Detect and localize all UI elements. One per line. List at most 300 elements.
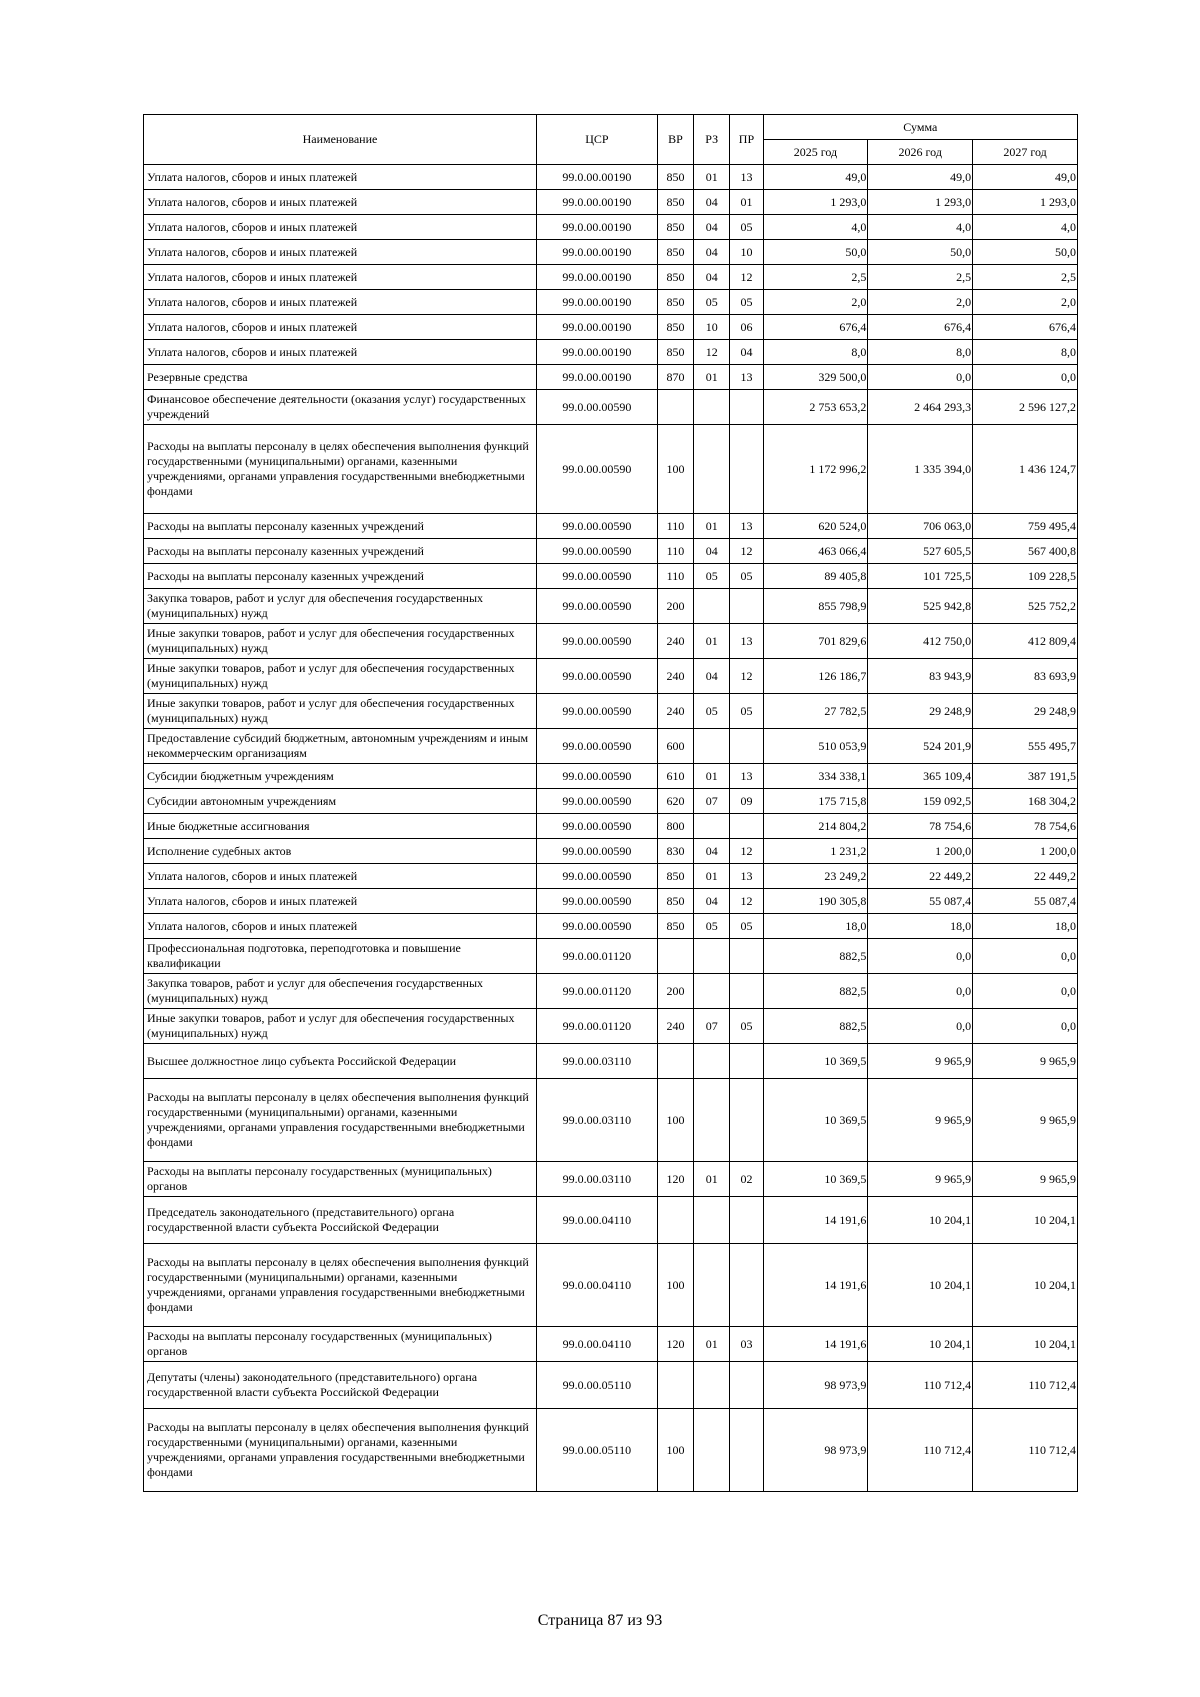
row-sum-2025: 190 305,8: [763, 889, 868, 914]
row-sum-2025: 334 338,1: [763, 764, 868, 789]
row-name: Субсидии бюджетным учреждениям: [144, 764, 537, 789]
row-sum-2027: 22 449,2: [973, 864, 1078, 889]
row-name: Уплата налогов, сборов и иных платежей: [144, 864, 537, 889]
table-row: [144, 1327, 1078, 1362]
row-sum-2026: 412 750,0: [868, 624, 973, 659]
table-row: [144, 764, 1078, 789]
row-csr: 99.0.00.05110: [536, 1362, 657, 1409]
row-sum-2026: 55 087,4: [868, 889, 973, 914]
row-vr: 100: [657, 1409, 693, 1492]
row-sum-2026: 1 200,0: [868, 839, 973, 864]
row-sum-2026: 706 063,0: [868, 514, 973, 539]
row-sum-2026: 9 965,9: [868, 1079, 973, 1162]
row-name: Закупка товаров, работ и услуг для обеспечения государственных (муниципальных) нужд: [144, 589, 537, 624]
table-row: [144, 514, 1078, 539]
row-csr: 99.0.00.00190: [536, 340, 657, 365]
row-sum-2025: 126 186,7: [763, 659, 868, 694]
table-row: [144, 340, 1078, 365]
header-2025: 2025 год: [763, 140, 868, 165]
row-name: Расходы на выплаты персоналу государственных (муниципальных) органов: [144, 1327, 537, 1362]
row-csr: 99.0.00.00590: [536, 694, 657, 729]
table-row: [144, 659, 1078, 694]
row-pr: 05: [730, 914, 763, 939]
row-sum-2025: 855 798,9: [763, 589, 868, 624]
row-vr: 870: [657, 365, 693, 390]
table-row: [144, 1009, 1078, 1044]
row-pr: [730, 1409, 763, 1492]
row-sum-2026: 10 204,1: [868, 1327, 973, 1362]
row-pr: 10: [730, 240, 763, 265]
row-rz: 04: [694, 240, 730, 265]
row-pr: [730, 1362, 763, 1409]
row-vr: 800: [657, 814, 693, 839]
row-sum-2027: 525 752,2: [973, 589, 1078, 624]
row-pr: [730, 974, 763, 1009]
row-sum-2025: 1 231,2: [763, 839, 868, 864]
table-row: [144, 1409, 1078, 1492]
row-sum-2025: 10 369,5: [763, 1162, 868, 1197]
row-sum-2025: 2,5: [763, 265, 868, 290]
page-number: Страница 87 из 93: [537, 1612, 663, 1629]
row-csr: 99.0.00.00590: [536, 864, 657, 889]
row-sum-2026: 49,0: [868, 165, 973, 190]
row-vr: 850: [657, 889, 693, 914]
row-csr: 99.0.00.00590: [536, 539, 657, 564]
row-sum-2026: 1 335 394,0: [868, 425, 973, 514]
row-pr: 13: [730, 764, 763, 789]
table-row: [144, 1162, 1078, 1197]
row-csr: 99.0.00.00190: [536, 265, 657, 290]
header-vr: ВР: [657, 115, 693, 165]
table-row: [144, 789, 1078, 814]
row-name: Резервные средства: [144, 365, 537, 390]
row-name: Иные бюджетные ассигнования: [144, 814, 537, 839]
row-sum-2026: 1 293,0: [868, 190, 973, 215]
row-name: Уплата налогов, сборов и иных платежей: [144, 265, 537, 290]
row-csr: 99.0.00.01120: [536, 1009, 657, 1044]
row-pr: [730, 1244, 763, 1327]
table-row: [144, 165, 1078, 190]
table-row: [144, 564, 1078, 589]
row-sum-2026: 101 725,5: [868, 564, 973, 589]
row-name: Расходы на выплаты персоналу в целях обеспечения выполнения функций государственными (муниципальными) органами, казенными учреждениями, органами управления государственными внебюджетными фондами: [144, 1244, 537, 1327]
row-csr: 99.0.00.00590: [536, 589, 657, 624]
row-vr: 850: [657, 240, 693, 265]
row-pr: [730, 1197, 763, 1244]
row-pr: 02: [730, 1162, 763, 1197]
row-pr: 13: [730, 365, 763, 390]
row-name: Уплата налогов, сборов и иных платежей: [144, 290, 537, 315]
row-sum-2026: 525 942,8: [868, 589, 973, 624]
row-pr: 12: [730, 265, 763, 290]
row-vr: 610: [657, 764, 693, 789]
row-sum-2027: 1 293,0: [973, 190, 1078, 215]
row-rz: [694, 939, 730, 974]
row-sum-2027: 9 965,9: [973, 1162, 1078, 1197]
table-row: [144, 240, 1078, 265]
row-sum-2025: 50,0: [763, 240, 868, 265]
row-sum-2026: 0,0: [868, 974, 973, 1009]
row-pr: [730, 425, 763, 514]
table-row: [144, 315, 1078, 340]
row-rz: [694, 1362, 730, 1409]
row-name: Закупка товаров, работ и услуг для обеспечения государственных (муниципальных) нужд: [144, 974, 537, 1009]
row-vr: 850: [657, 340, 693, 365]
header-2026: 2026 год: [868, 140, 973, 165]
row-vr: [657, 1044, 693, 1079]
row-sum-2027: 9 965,9: [973, 1079, 1078, 1162]
row-rz: 04: [694, 215, 730, 240]
row-name: Предоставление субсидий бюджетным, автономным учреждениям и иным некоммерческим организациям: [144, 729, 537, 764]
row-vr: 850: [657, 190, 693, 215]
row-rz: [694, 729, 730, 764]
row-csr: 99.0.00.01120: [536, 974, 657, 1009]
table-row: [144, 864, 1078, 889]
row-sum-2025: 882,5: [763, 1009, 868, 1044]
row-name: Иные закупки товаров, работ и услуг для обеспечения государственных (муниципальных) нужд: [144, 694, 537, 729]
row-sum-2025: 882,5: [763, 939, 868, 974]
row-sum-2025: 10 369,5: [763, 1079, 868, 1162]
header-rz: РЗ: [694, 115, 730, 165]
row-rz: 01: [694, 514, 730, 539]
row-sum-2025: 1 172 996,2: [763, 425, 868, 514]
row-pr: [730, 390, 763, 425]
row-sum-2026: 50,0: [868, 240, 973, 265]
row-pr: [730, 814, 763, 839]
row-pr: 05: [730, 215, 763, 240]
table-row: [144, 1197, 1078, 1244]
table-row: [144, 839, 1078, 864]
row-pr: 09: [730, 789, 763, 814]
table-row: [144, 1079, 1078, 1162]
row-csr: 99.0.00.00590: [536, 564, 657, 589]
row-rz: [694, 390, 730, 425]
header-2027: 2027 год: [973, 140, 1078, 165]
row-sum-2026: 110 712,4: [868, 1409, 973, 1492]
row-sum-2025: 98 973,9: [763, 1362, 868, 1409]
table-header: [144, 115, 1078, 165]
row-csr: 99.0.00.04110: [536, 1197, 657, 1244]
row-sum-2027: 29 248,9: [973, 694, 1078, 729]
row-sum-2027: 0,0: [973, 974, 1078, 1009]
row-pr: [730, 1079, 763, 1162]
row-sum-2027: 10 204,1: [973, 1197, 1078, 1244]
row-sum-2025: 214 804,2: [763, 814, 868, 839]
row-vr: 100: [657, 1079, 693, 1162]
row-sum-2027: 83 693,9: [973, 659, 1078, 694]
row-pr: 05: [730, 694, 763, 729]
row-rz: [694, 974, 730, 1009]
row-sum-2025: 882,5: [763, 974, 868, 1009]
table-row: [144, 914, 1078, 939]
row-sum-2027: 18,0: [973, 914, 1078, 939]
row-rz: 10: [694, 315, 730, 340]
row-pr: 13: [730, 514, 763, 539]
row-rz: [694, 589, 730, 624]
row-pr: [730, 729, 763, 764]
table-row: [144, 265, 1078, 290]
row-csr: 99.0.00.03110: [536, 1162, 657, 1197]
row-sum-2025: 10 369,5: [763, 1044, 868, 1079]
row-sum-2027: 109 228,5: [973, 564, 1078, 589]
row-pr: [730, 939, 763, 974]
row-sum-2025: 701 829,6: [763, 624, 868, 659]
row-csr: 99.0.00.00590: [536, 914, 657, 939]
row-sum-2026: 4,0: [868, 215, 973, 240]
table-row: [144, 624, 1078, 659]
row-sum-2026: 110 712,4: [868, 1362, 973, 1409]
row-name: Уплата налогов, сборов и иных платежей: [144, 889, 537, 914]
row-name: Финансовое обеспечение деятельности (оказания услуг) государственных учреждений: [144, 390, 537, 425]
row-csr: 99.0.00.05110: [536, 1409, 657, 1492]
row-csr: 99.0.00.00590: [536, 659, 657, 694]
row-sum-2025: 463 066,4: [763, 539, 868, 564]
table-row: [144, 939, 1078, 974]
row-pr: 05: [730, 1009, 763, 1044]
row-sum-2025: 89 405,8: [763, 564, 868, 589]
table-row: [144, 729, 1078, 764]
row-name: Расходы на выплаты персоналу казенных учреждений: [144, 539, 537, 564]
row-rz: [694, 1244, 730, 1327]
row-vr: 120: [657, 1162, 693, 1197]
row-sum-2025: 14 191,6: [763, 1197, 868, 1244]
row-csr: 99.0.00.00590: [536, 814, 657, 839]
row-sum-2027: 50,0: [973, 240, 1078, 265]
row-rz: 07: [694, 1009, 730, 1044]
row-vr: 850: [657, 864, 693, 889]
row-sum-2026: 22 449,2: [868, 864, 973, 889]
row-vr: 100: [657, 425, 693, 514]
row-sum-2025: 98 973,9: [763, 1409, 868, 1492]
row-sum-2025: 2,0: [763, 290, 868, 315]
row-sum-2026: 2,0: [868, 290, 973, 315]
table-row: [144, 290, 1078, 315]
row-csr: 99.0.00.00190: [536, 315, 657, 340]
table-row: [144, 694, 1078, 729]
row-csr: 99.0.00.00590: [536, 425, 657, 514]
row-sum-2026: 0,0: [868, 365, 973, 390]
row-rz: 01: [694, 1327, 730, 1362]
row-vr: [657, 1197, 693, 1244]
row-name: Депутаты (члены) законодательного (представительного) органа государственной власти субъекта Российской Федерации: [144, 1362, 537, 1409]
row-rz: 12: [694, 340, 730, 365]
row-sum-2025: 510 053,9: [763, 729, 868, 764]
row-csr: 99.0.00.00190: [536, 365, 657, 390]
table-row: [144, 1244, 1078, 1327]
row-rz: 04: [694, 190, 730, 215]
row-pr: 06: [730, 315, 763, 340]
row-sum-2027: 110 712,4: [973, 1409, 1078, 1492]
row-vr: [657, 1362, 693, 1409]
row-rz: 04: [694, 265, 730, 290]
row-vr: 240: [657, 624, 693, 659]
row-rz: 04: [694, 539, 730, 564]
row-sum-2026: 10 204,1: [868, 1244, 973, 1327]
table-row: [144, 1044, 1078, 1079]
row-sum-2026: 8,0: [868, 340, 973, 365]
row-rz: [694, 1079, 730, 1162]
row-rz: [694, 1409, 730, 1492]
row-rz: [694, 1044, 730, 1079]
row-sum-2026: 365 109,4: [868, 764, 973, 789]
row-sum-2027: 412 809,4: [973, 624, 1078, 659]
row-csr: 99.0.00.03110: [536, 1044, 657, 1079]
row-sum-2026: 2,5: [868, 265, 973, 290]
row-sum-2027: 1 200,0: [973, 839, 1078, 864]
row-name: Субсидии автономным учреждениям: [144, 789, 537, 814]
table-row: [144, 889, 1078, 914]
row-sum-2026: 9 965,9: [868, 1162, 973, 1197]
row-sum-2026: 0,0: [868, 1009, 973, 1044]
header-pr: ПР: [730, 115, 763, 165]
row-vr: 850: [657, 165, 693, 190]
table-row: [144, 974, 1078, 1009]
row-name: Высшее должностное лицо субъекта Российской Федерации: [144, 1044, 537, 1079]
row-pr: 04: [730, 340, 763, 365]
row-sum-2025: 620 524,0: [763, 514, 868, 539]
row-vr: 240: [657, 1009, 693, 1044]
row-sum-2026: 676,4: [868, 315, 973, 340]
row-vr: 850: [657, 215, 693, 240]
row-sum-2025: 27 782,5: [763, 694, 868, 729]
row-csr: 99.0.00.00190: [536, 240, 657, 265]
row-pr: 13: [730, 165, 763, 190]
table-row: [144, 390, 1078, 425]
row-rz: 05: [694, 564, 730, 589]
row-sum-2026: 18,0: [868, 914, 973, 939]
row-csr: 99.0.00.03110: [536, 1079, 657, 1162]
row-rz: 01: [694, 864, 730, 889]
header-sum: Сумма: [763, 115, 1077, 140]
row-vr: 240: [657, 694, 693, 729]
row-rz: [694, 425, 730, 514]
row-sum-2027: 168 304,2: [973, 789, 1078, 814]
row-rz: 05: [694, 694, 730, 729]
table-row: [144, 1362, 1078, 1409]
row-sum-2027: 0,0: [973, 1009, 1078, 1044]
row-sum-2025: 1 293,0: [763, 190, 868, 215]
row-vr: 850: [657, 265, 693, 290]
row-csr: 99.0.00.00590: [536, 390, 657, 425]
row-sum-2027: 2 596 127,2: [973, 390, 1078, 425]
row-rz: 01: [694, 365, 730, 390]
row-sum-2026: 2 464 293,3: [868, 390, 973, 425]
row-sum-2026: 29 248,9: [868, 694, 973, 729]
header-name: Наименование: [144, 115, 537, 165]
row-sum-2026: 9 965,9: [868, 1044, 973, 1079]
row-sum-2027: 567 400,8: [973, 539, 1078, 564]
row-rz: 01: [694, 764, 730, 789]
row-vr: 620: [657, 789, 693, 814]
row-csr: 99.0.00.00590: [536, 624, 657, 659]
row-pr: 13: [730, 624, 763, 659]
row-rz: 01: [694, 165, 730, 190]
row-sum-2025: 329 500,0: [763, 365, 868, 390]
row-rz: [694, 1197, 730, 1244]
table-body: [144, 165, 1078, 1492]
row-name: Уплата налогов, сборов и иных платежей: [144, 240, 537, 265]
row-csr: 99.0.00.00190: [536, 215, 657, 240]
row-pr: [730, 1044, 763, 1079]
row-sum-2027: 49,0: [973, 165, 1078, 190]
row-name: Расходы на выплаты персоналу в целях обеспечения выполнения функций государственными (муниципальными) органами, казенными учреждениями, органами управления государственными внебюджетными фондами: [144, 1409, 537, 1492]
row-pr: 05: [730, 564, 763, 589]
row-csr: 99.0.00.00590: [536, 889, 657, 914]
row-vr: 110: [657, 539, 693, 564]
row-name: Расходы на выплаты персоналу в целях обеспечения выполнения функций государственными (муниципальными) органами, казенными учреждениями, органами управления государственными внебюджетными фондами: [144, 425, 537, 514]
row-vr: 850: [657, 290, 693, 315]
row-pr: 05: [730, 290, 763, 315]
row-vr: 240: [657, 659, 693, 694]
table-row: [144, 190, 1078, 215]
row-name: Расходы на выплаты персоналу в целях обеспечения выполнения функций государственными (муниципальными) органами, казенными учреждениями, органами управления государственными внебюджетными фондами: [144, 1079, 537, 1162]
row-sum-2025: 14 191,6: [763, 1327, 868, 1362]
row-rz: 01: [694, 624, 730, 659]
row-name: Расходы на выплаты персоналу казенных учреждений: [144, 564, 537, 589]
row-vr: 120: [657, 1327, 693, 1362]
row-name: Уплата налогов, сборов и иных платежей: [144, 315, 537, 340]
row-sum-2027: 4,0: [973, 215, 1078, 240]
row-sum-2025: 676,4: [763, 315, 868, 340]
row-sum-2027: 9 965,9: [973, 1044, 1078, 1079]
row-csr: 99.0.00.00590: [536, 839, 657, 864]
row-name: Уплата налогов, сборов и иных платежей: [144, 340, 537, 365]
row-name: Председатель законодательного (представительного) органа государственной власти субъекта Российской Федерации: [144, 1197, 537, 1244]
row-vr: 110: [657, 514, 693, 539]
table-row: [144, 539, 1078, 564]
row-name: Иные закупки товаров, работ и услуг для обеспечения государственных (муниципальных) нужд: [144, 1009, 537, 1044]
row-csr: 99.0.00.00190: [536, 165, 657, 190]
row-sum-2026: 527 605,5: [868, 539, 973, 564]
row-pr: 12: [730, 659, 763, 694]
row-sum-2025: 175 715,8: [763, 789, 868, 814]
row-name: Уплата налогов, сборов и иных платежей: [144, 190, 537, 215]
row-sum-2026: 0,0: [868, 939, 973, 974]
table-row: [144, 365, 1078, 390]
row-sum-2027: 676,4: [973, 315, 1078, 340]
row-name: Уплата налогов, сборов и иных платежей: [144, 914, 537, 939]
row-name: Иные закупки товаров, работ и услуг для обеспечения государственных (муниципальных) нужд: [144, 624, 537, 659]
row-sum-2026: 78 754,6: [868, 814, 973, 839]
row-vr: 200: [657, 589, 693, 624]
row-sum-2026: 83 943,9: [868, 659, 973, 694]
row-rz: 01: [694, 1162, 730, 1197]
row-csr: 99.0.00.00590: [536, 514, 657, 539]
row-sum-2027: 1 436 124,7: [973, 425, 1078, 514]
row-sum-2027: 8,0: [973, 340, 1078, 365]
row-pr: 13: [730, 864, 763, 889]
row-pr: 12: [730, 839, 763, 864]
row-csr: 99.0.00.00590: [536, 789, 657, 814]
row-rz: 04: [694, 839, 730, 864]
row-sum-2025: 8,0: [763, 340, 868, 365]
row-sum-2025: 49,0: [763, 165, 868, 190]
row-name: Профессиональная подготовка, переподготовка и повышение квалификации: [144, 939, 537, 974]
row-vr: 100: [657, 1244, 693, 1327]
row-csr: 99.0.00.00190: [536, 190, 657, 215]
row-sum-2027: 2,0: [973, 290, 1078, 315]
row-rz: 05: [694, 914, 730, 939]
row-sum-2027: 0,0: [973, 365, 1078, 390]
row-sum-2027: 110 712,4: [973, 1362, 1078, 1409]
row-name: Уплата налогов, сборов и иных платежей: [144, 215, 537, 240]
row-pr: 01: [730, 190, 763, 215]
row-vr: 110: [657, 564, 693, 589]
row-rz: 04: [694, 889, 730, 914]
row-name: Расходы на выплаты персоналу казенных учреждений: [144, 514, 537, 539]
row-sum-2027: 555 495,7: [973, 729, 1078, 764]
row-vr: [657, 939, 693, 974]
